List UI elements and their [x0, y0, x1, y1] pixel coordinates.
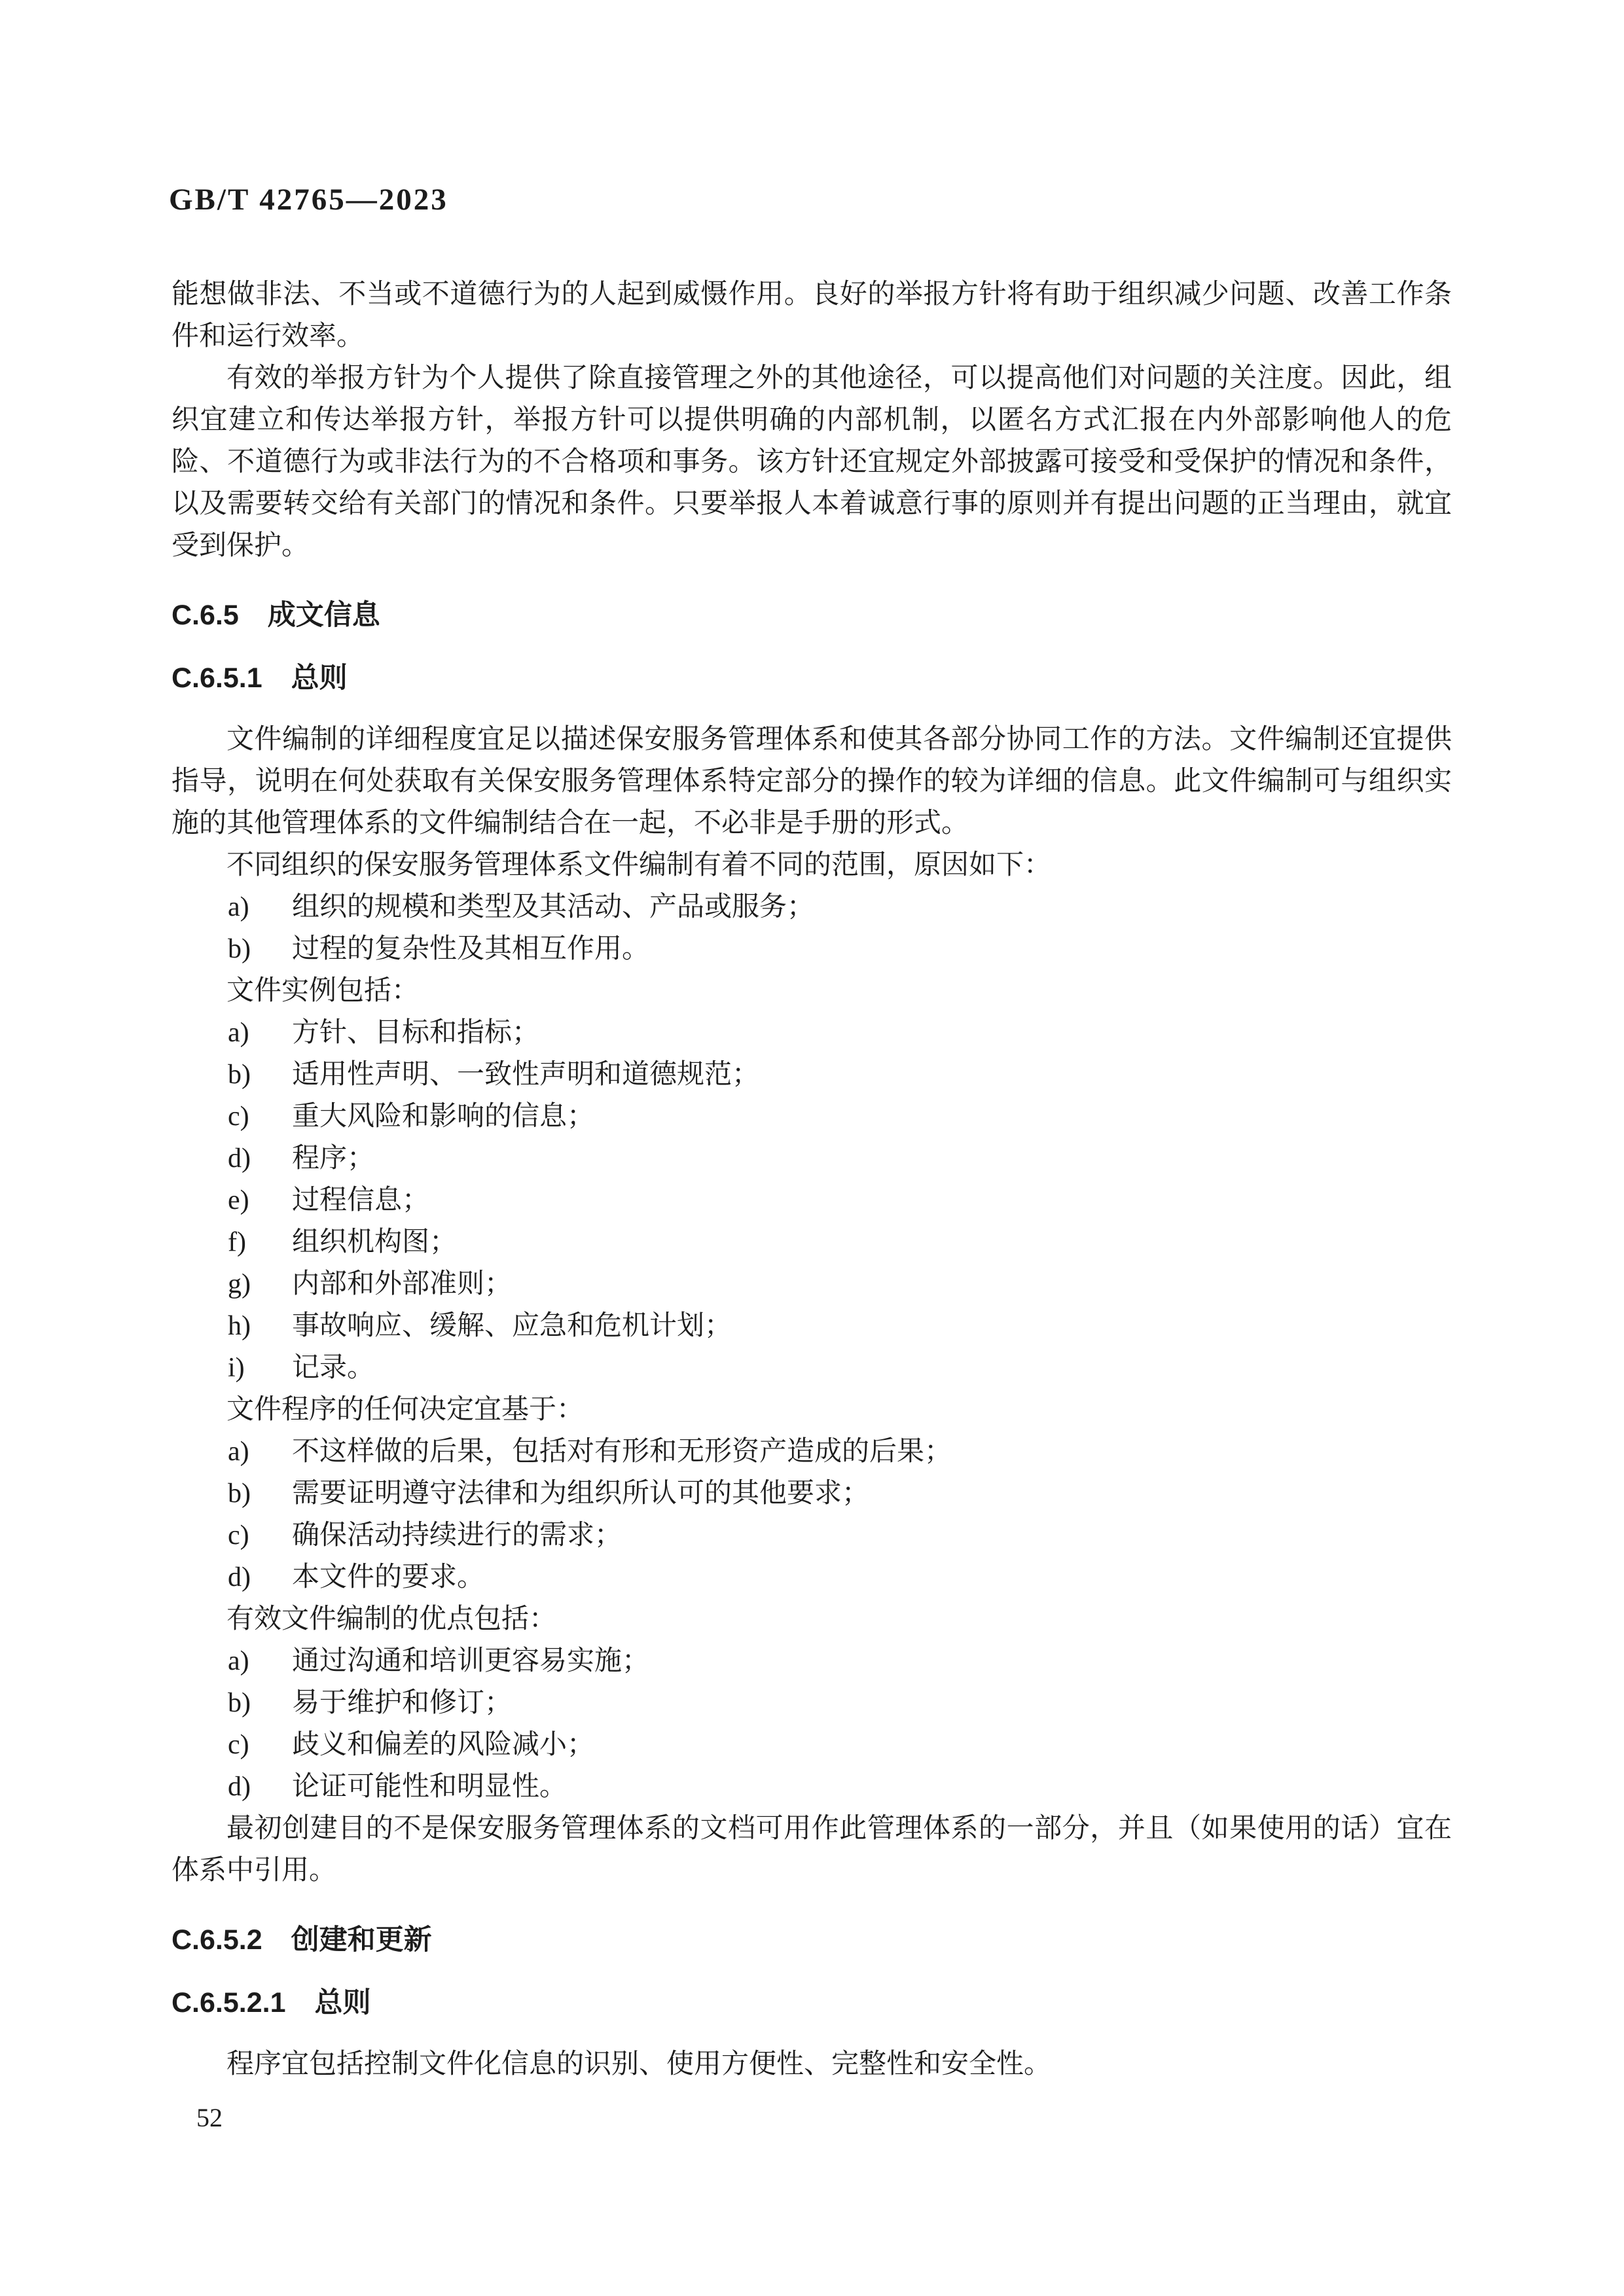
paragraph: 程序宜包括控制文件化信息的识别、使用方便性、完整性和安全性。	[226, 2049, 1052, 2079]
list-item-text: 内部和外部准则；	[292, 1269, 513, 1299]
list-item-text: 过程的复杂性及其相互作用。	[292, 934, 650, 964]
paragraph: 有效的举报方针为个人提供了除直接管理之外的其他途径，可以提高他们对问题的关注度。因此，组织宜建立和传达举报方针，举报方针可以提供明确的内部机制，以匿名方式汇报在内外部影响他人的危险、不道德行为或非法行为的不合格项和事务。该方针还宜规定外部披露可接受和受保护的情况和条件，以及需要转交给有关部门的情况和条件。只要举报人本着诚意行事的原则并有提出问题的正当理由，就宜受到保护。	[171, 363, 1452, 561]
list-item-label: b)	[228, 934, 251, 964]
list-item-label: d)	[228, 1772, 251, 1802]
list-item-text: 易于维护和修订；	[292, 1688, 513, 1718]
section-number: C.6.5.2	[171, 1924, 262, 1956]
section-number: C.6.5.1	[171, 662, 262, 694]
list-item	[171, 1347, 1452, 1389]
list-item-label: f)	[228, 1227, 246, 1257]
section-number: C.6.5.2.1	[171, 1987, 286, 2018]
lettered-list	[171, 1640, 1452, 1808]
list-item-label: b)	[228, 1479, 251, 1509]
list-item	[171, 1556, 1452, 1598]
list-item-text: 论证可能性和明显性。	[292, 1772, 568, 1802]
list-item	[171, 1138, 1452, 1179]
section-title: 总则	[291, 662, 348, 694]
page-number: 52	[196, 2103, 223, 2132]
lettered-list	[171, 1431, 1452, 1598]
list-item	[171, 1263, 1452, 1305]
list-item-text: 不这样做的后果，包括对有形和无形资产造成的后果；	[292, 1437, 952, 1467]
list-item	[171, 1724, 1452, 1766]
standard-number: GB/T 42765—2023	[169, 183, 448, 217]
paragraph: 文件实例包括：	[226, 976, 420, 1006]
paragraph: 文件编制的详细程度宜足以描述保安服务管理体系和使其各部分协同工作的方法。文件编制还宜提供指导，说明在何处获取有关保安服务管理体系特定部分的操作的较为详细的信息。此文件编制可与组织实施的其他管理体系的文件编制结合在一起，不必非是手册的形式。	[171, 725, 1452, 838]
list-item	[171, 1431, 1452, 1473]
list-item-label: a)	[228, 1646, 249, 1676]
section-title: 创建和更新	[291, 1924, 432, 1956]
section-heading	[171, 657, 1452, 699]
section-title: 总则	[314, 1987, 371, 2018]
list-item	[171, 928, 1452, 970]
list-item	[171, 1515, 1452, 1556]
list-item-text: 组织机构图；	[292, 1227, 458, 1257]
paragraph: 能想做非法、不当或不道德行为的人起到威慑作用。良好的举报方针将有助于组织减少问题、改善工作条件和运行效率。	[171, 279, 1452, 351]
list-item	[171, 1766, 1452, 1808]
list-item-text: 适用性声明、一致性声明和道德规范；	[292, 1060, 760, 1090]
list-item-text: 重大风险和影响的信息；	[292, 1102, 595, 1132]
list-item-text: 记录。	[292, 1353, 375, 1383]
list-item-text: 过程信息；	[292, 1185, 430, 1215]
list-item-text: 通过沟通和培训更容易实施；	[292, 1646, 650, 1676]
list-item	[171, 1096, 1452, 1138]
list-item-text: 事故响应、缓解、应急和危机计划；	[292, 1311, 732, 1341]
list-item	[171, 1682, 1452, 1724]
list-item-label: d)	[228, 1562, 251, 1592]
list-item-label: a)	[228, 1018, 249, 1048]
list-item-label: a)	[228, 1437, 249, 1467]
section-heading	[171, 594, 1452, 636]
list-item	[171, 1221, 1452, 1263]
paragraph: 不同组织的保安服务管理体系文件编制有着不同的范围，原因如下：	[226, 850, 1052, 880]
list-item-label: a)	[228, 892, 249, 922]
list-item-label: b)	[228, 1688, 251, 1718]
list-item	[171, 886, 1452, 928]
lettered-list	[171, 1012, 1452, 1389]
list-item	[171, 1054, 1452, 1096]
list-item	[171, 1012, 1452, 1054]
list-item-label: b)	[228, 1060, 251, 1090]
list-item	[171, 1179, 1452, 1221]
list-item-label: c)	[228, 1730, 249, 1760]
section-heading	[171, 1982, 1452, 2024]
list-item-text: 歧义和偏差的风险减小；	[292, 1730, 595, 1760]
list-item	[171, 1640, 1452, 1682]
list-item-text: 组织的规模和类型及其活动、产品或服务；	[292, 892, 815, 922]
list-item-label: e)	[228, 1185, 249, 1215]
lettered-list	[171, 886, 1452, 970]
list-item-label: c)	[228, 1520, 249, 1551]
list-item	[171, 1305, 1452, 1347]
section-heading	[171, 1919, 1452, 1961]
list-item-text: 需要证明遵守法律和为组织所认可的其他要求；	[292, 1479, 870, 1509]
paragraph: 最初创建目的不是保安服务管理体系的文档可用作此管理体系的一部分，并且（如果使用的话）宜在体系中引用。	[171, 1814, 1452, 1886]
list-item-label: c)	[228, 1102, 249, 1132]
list-item-label: d)	[228, 1143, 251, 1174]
paragraph: 有效文件编制的优点包括：	[226, 1604, 557, 1634]
list-item-text: 程序；	[292, 1143, 375, 1174]
list-item-text: 确保活动持续进行的需求；	[292, 1520, 623, 1551]
list-item-label: h)	[228, 1311, 251, 1341]
list-item-label: i)	[228, 1353, 245, 1383]
section-number: C.6.5	[171, 600, 239, 631]
document-body	[171, 274, 1452, 2085]
list-item	[171, 1473, 1452, 1515]
list-item-label: g)	[228, 1269, 251, 1299]
paragraph: 文件程序的任何决定宜基于：	[226, 1395, 585, 1425]
list-item-text: 方针、目标和指标；	[292, 1018, 540, 1048]
section-title: 成文信息	[267, 600, 380, 631]
list-item-text: 本文件的要求。	[292, 1562, 485, 1592]
